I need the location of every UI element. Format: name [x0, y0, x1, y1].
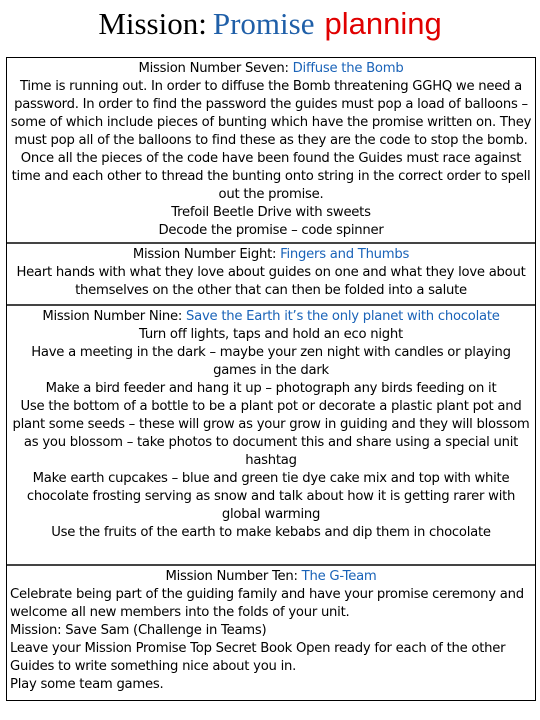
- mission-nine-activity: Turn off lights, taps and hold an eco night: [139, 327, 403, 342]
- mission-seven-label: Mission Number Seven:: [138, 61, 289, 76]
- mission-ten-activity: Leave your Mission Promise Top Secret Book Open ready for each of the other Guides to write something nice about you in.: [10, 641, 506, 674]
- mission-ten-activity: Celebrate being part of the guiding family and have your promise ceremony and welcome all new members into the folds of your unit.: [10, 587, 524, 620]
- title-mission: Mission:: [98, 6, 207, 41]
- mission-ten-activity: Play some team games.: [10, 677, 164, 692]
- mission-ten-heading: [10, 568, 532, 586]
- mission-ten-cell: [7, 566, 535, 700]
- mission-nine-label: Mission Number Nine:: [42, 309, 183, 324]
- mission-eight-heading: [10, 246, 532, 264]
- mission-seven-heading: [10, 60, 532, 78]
- mission-seven-name: Diffuse the Bomb: [292, 61, 404, 76]
- mission-nine-activity: Have a meeting in the dark – maybe your zen night with candles or playing games in the dark: [31, 345, 511, 378]
- page-title: [0, 0, 540, 54]
- mission-nine-activity: Use the bottom of a bottle to be a plant pot or decorate a plastic plant pot and plant some seeds – these will grow as your grow in guiding and they will blossom as you blossom – take photos to document this and share using a special unit hashtag: [12, 399, 530, 468]
- mission-nine-activity: Use the fruits of the earth to make kebabs and dip them in chocolate: [51, 525, 491, 540]
- mission-ten-name: The G-Team: [301, 569, 377, 584]
- mission-seven-activity: Decode the promise – code spinner: [158, 223, 384, 238]
- mission-nine-activity: Make earth cupcakes – blue and green tie dye cake mix and top with white chocolate frosting serving as snow and talk about how it is getting rarer with global warming: [26, 471, 516, 522]
- title-planning: planning: [324, 6, 442, 41]
- mission-nine-heading: [10, 308, 532, 326]
- mission-ten-activity: Mission: Save Sam (Challenge in Teams): [10, 623, 267, 638]
- missions-table: [6, 57, 536, 701]
- mission-nine-name: Save the Earth it’s the only planet with chocolate: [186, 309, 500, 324]
- mission-eight-cell: [7, 244, 535, 306]
- mission-ten-label: Mission Number Ten:: [165, 569, 298, 584]
- mission-nine-activity: Make a bird feeder and hang it up – photograph any birds feeding on it: [45, 381, 497, 396]
- mission-eight-label: Mission Number Eight:: [132, 247, 277, 262]
- mission-seven-activity: Trefoil Beetle Drive with sweets: [171, 205, 371, 220]
- mission-eight-description: Heart hands with what they love about guides on one and what they love about themselves on the other that can then be folded into a salute: [16, 265, 526, 298]
- title-promise: Promise: [212, 6, 315, 41]
- mission-seven-description: Time is running out. In order to diffuse the Bomb threatening GGHQ we need a password. In order to find the password the guides must pop a load of balloons – some of which include pieces of bunting which have the promise written on. They must pop all of the balloons to find these as they are the code to stop the bomb. Once all the pieces of the code have been found the Guides must race against time and each other to thread the bunting onto string in the correct order to spell out the promise.: [10, 79, 532, 202]
- mission-eight-name: Fingers and Thumbs: [280, 247, 410, 262]
- mission-seven-cell: [7, 58, 535, 244]
- mission-nine-cell: [7, 306, 535, 566]
